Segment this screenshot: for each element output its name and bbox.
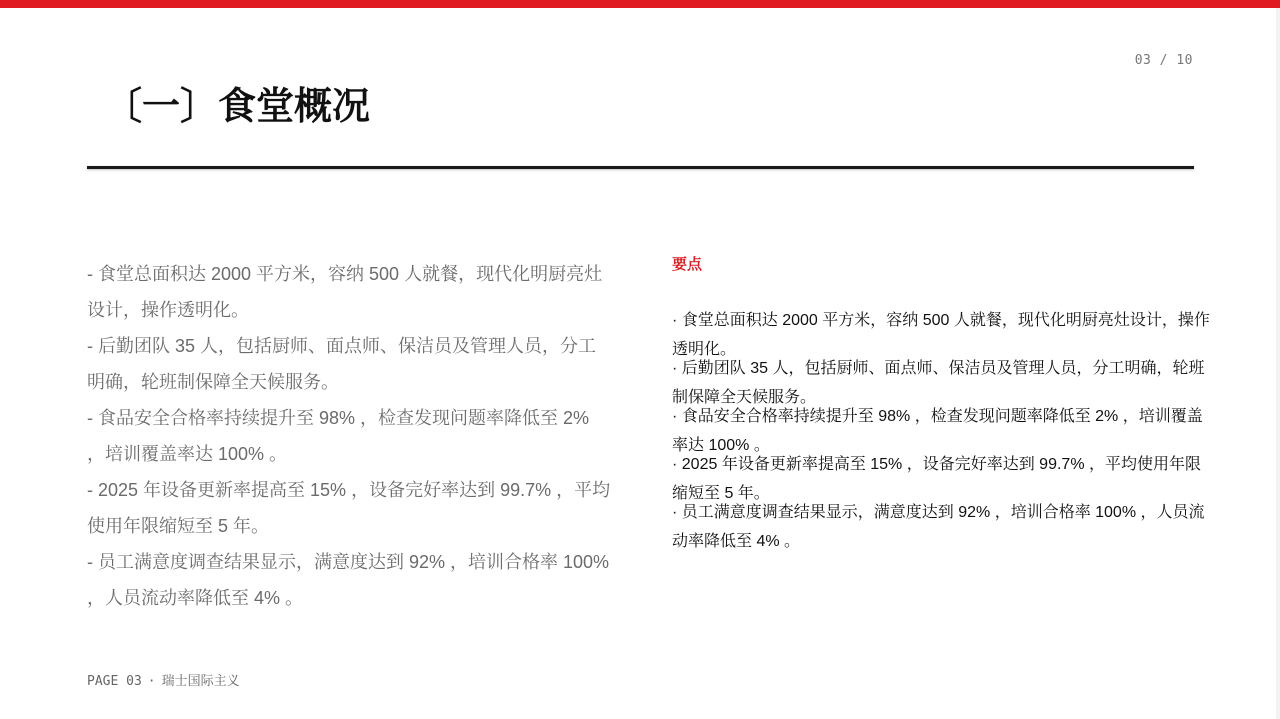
top-accent-bar [0,0,1280,8]
page-indicator: 03 / 10 [1134,53,1193,68]
list-item: - 员工满意度调查结果显示，满意度达到 92% ，培训合格率 100% ，人员流动率降低至 4% 。 [87,552,610,608]
key-points-panel [672,254,1212,550]
footer-separator: · [147,674,156,689]
content-list [87,256,612,616]
list-item: - 2025 年设备更新率提高至 15% ，设备完好率达到 99.7% ，平均使用年限缩短至 5 年。 [87,480,611,536]
key-point-item: · 食品安全合格率持续提升至 98% ，检查发现问题率降低至 2% ，培训覆盖率达 100% 。 [672,408,1203,454]
key-point-item: · 员工满意度调查结果显示，满意度达到 92% ，培训合格率 100% ，人员流动率降低至 4% 。 [672,504,1205,550]
key-point-item: · 后勤团队 35 人，包括厨师、面点师、保洁员及管理人员，分工明确，轮班制保障全天候服务。 [672,360,1205,406]
list-item: - 食堂总面积达 2000 平方米，容纳 500 人就餐，现代化明厨亮灶设计，操作透明化。 [87,264,603,320]
key-points-heading: 要点 [672,256,703,273]
slide-edge-shadow [1276,8,1280,719]
list-item: - 食品安全合格率持续提升至 98% ，检查发现问题率降低至 2% ，培训覆盖率达 100% 。 [87,408,590,464]
list-item: - 后勤团队 35 人，包括厨师、面点师、保洁员及管理人员，分工明确，轮班制保障全天候服务。 [87,336,597,392]
title-divider [87,166,1194,169]
footer-organization: 瑞士国际主义 [161,674,240,689]
key-point-item: · 2025 年设备更新率提高至 15% ，设备完好率达到 99.7% ，平均使用年限缩短至 5 年。 [672,456,1201,502]
footer [87,670,240,689]
key-point-item: · 食堂总面积达 2000 平方米，容纳 500 人就餐，现代化明厨亮灶设计，操作透明化。 [672,312,1210,358]
footer-page-label: PAGE 03 [87,674,142,689]
page-title: 〔一〕食堂概况 [104,84,371,128]
